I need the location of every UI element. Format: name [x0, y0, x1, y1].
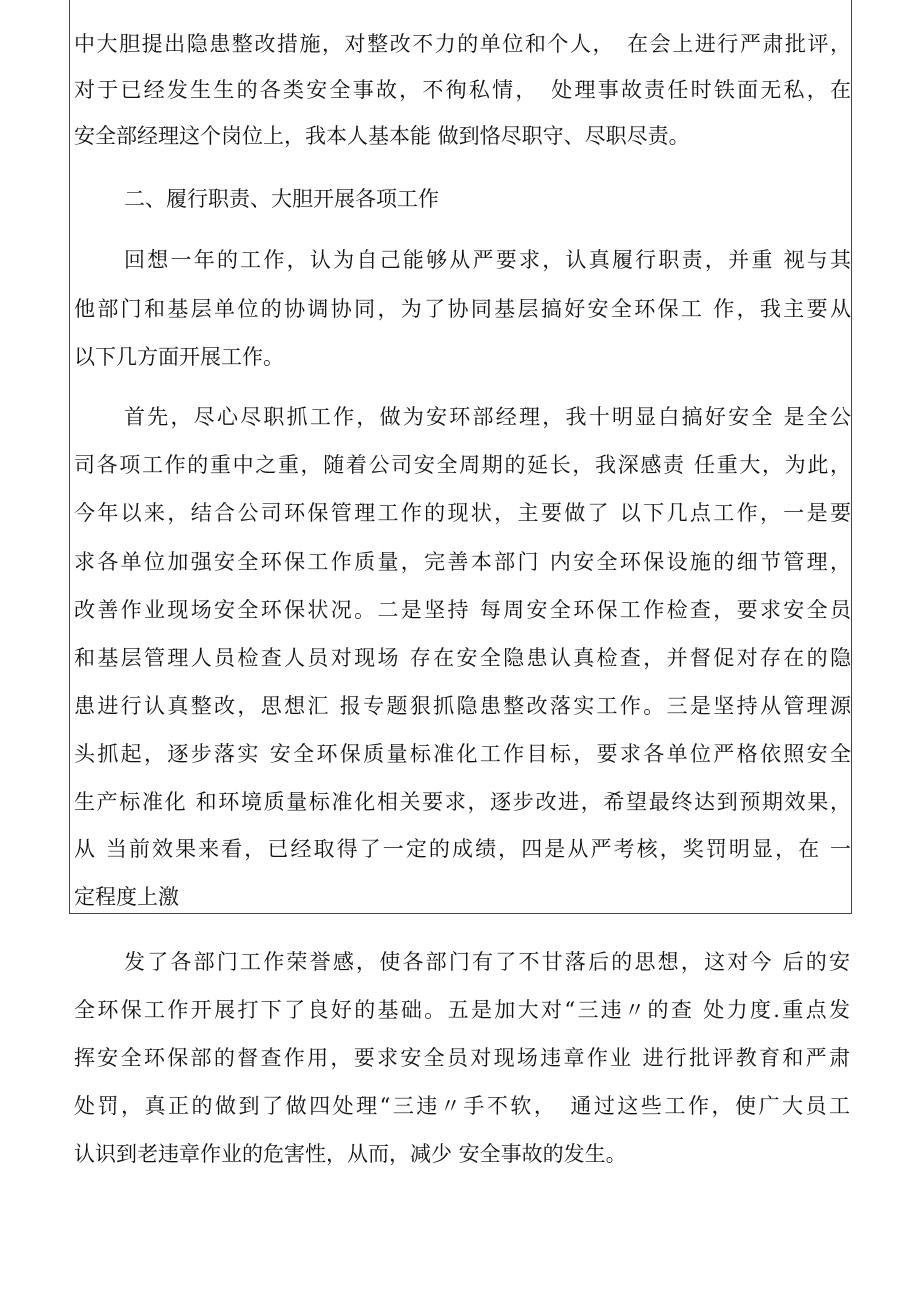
text-line: 以下几方面开展工作。 [74, 345, 284, 369]
text-line: 全环保工作开展打下了良好的基础。五是加大对“三违〃的查 处力度.重点发 [74, 998, 850, 1022]
text-line: 对于已经发生生的各类安全事故，不徇私情， 处理事故责任时铁面无私，在 [74, 78, 851, 102]
text-line: 挥安全环保部的督查作用，要求安全员对现场违章作业 进行批评教育和严肃 [74, 1046, 850, 1070]
section-heading: 二、履行职责、大胆开展各项工作 [124, 187, 439, 211]
text-line: 改善作业现场安全环保状况。二是坚持 每周安全环保工作检查，要求安全员 [74, 598, 851, 622]
text-line: 求各单位加强安全环保工作质量，完善本部门 内安全环保设施的细节管理， [74, 550, 851, 574]
text-line: 今年以来，结合公司环保管理工作的现状，主要做了 以下几点工作，一是要 [74, 501, 851, 525]
text-line: 中大胆提出隐患整改措施，对整改不力的单位和个人， 在会上进行严肃批评， [74, 32, 851, 56]
text-line: 头抓起，逐步落实 安全环保质量标准化工作目标，要求各单位严格依照安全 [74, 742, 851, 766]
text-line: 生产标准化 和环境质量标准化相关要求，逐步改进，希望最终达到预期效果， [74, 790, 851, 814]
text-line: 处罚，真正的做到了做四处理“三违〃手不软， 通过这些工作，使广大员工 [74, 1094, 850, 1118]
text-line: 和基层管理人员检查人员对现场 存在安全隐患认真检查，并督促对存在的隐 [74, 646, 851, 670]
text-line: 首先，尽心尽职抓工作，做为安环部经理，我十明显白搞好安全 是全公 [124, 405, 851, 429]
text-line: 定程度上激 [74, 885, 179, 909]
text-line: 回想一年的工作，认为自己能够从严要求，认真履行职责，并重 视与其 [124, 248, 851, 272]
text-line: 司各项工作的重中之重，随着公司安全周期的延长，我深感责 任重大，为此， [74, 453, 851, 477]
text-line: 患进行认真整改，思想汇 报专题狠抓隐患整改落实工作。三是坚持从管理源 [74, 694, 851, 718]
text-line: 安全部经理这个岗位上，我本人基本能 做到恪尽职守、尽职尽责。 [74, 124, 690, 148]
text-line: 他部门和基层单位的协调协同，为了协同基层搞好安全环保工 作，我主要从 [74, 297, 851, 321]
text-line: 从 当前效果来看，已经取得了一定的成绩，四是从严考核，奖罚明显，在 一 [74, 837, 851, 861]
text-line: 认识到老违章作业的危害性，从而，减少 安全事故的发生。 [74, 1142, 627, 1166]
text-line: 发了各部门工作荣誉感，使各部门有了不甘落后的思想，这对今 后的安 [124, 950, 850, 974]
